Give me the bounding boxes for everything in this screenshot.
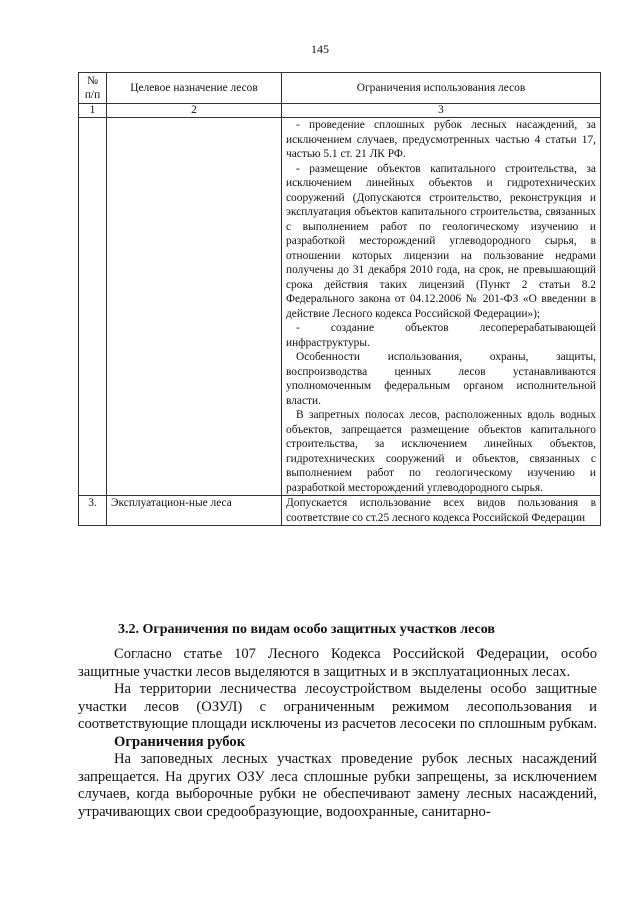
table-header-row: [79, 73, 601, 104]
restriction-paragraph: Допускается использование всех видов пользования в соответствие со ст.25 лесного кодекса Российской Федерации: [286, 497, 596, 524]
row-number-cell: 3.: [79, 496, 107, 526]
row-number-cell: [79, 118, 107, 496]
column-number: 2: [107, 104, 282, 118]
header-restrictions: Ограничения использования лесов: [282, 73, 601, 104]
row-purpose-cell: Эксплуатацион-ные леса: [107, 496, 282, 526]
restriction-paragraph: - проведение сплошных рубок лесных насаждений, за исключением случаев, предусмотренных частью 4 статьи 17, частью 5.1 ст. 21 ЛК РФ.: [286, 119, 596, 160]
section-heading: 3.2. Ограничения по видам особо защитных участков лесов: [118, 622, 495, 637]
table-column-numbers-row: [79, 104, 601, 118]
body-paragraph: Согласно статье 107 Лесного Кодекса Российской Федерации, особо защитные участки лесов выделяются в защитных и в эксплуатационных лесах.: [78, 646, 597, 680]
restriction-paragraph: - размещение объектов капитального строительства, за исключением линейных объектов и гидротехнических сооружений (Допускаются строительство, реконструкция и эксплуатация объектов капитального строительства, связанных с выполнением работ по геологическому изучению и разработкой месторождений углеводородного сырья, в отношении которых лицензии на пользование недрами получены до 31 декабря 2010 года, на срок, не превышающий срока действия таких лицензий (Пункт 2 статьи 8.2 Федерального закона от 04.12.2006 № 201-ФЗ «О введении в действие Лесного кодекса Российской Федерации»);: [286, 162, 596, 320]
body-paragraph: На заповедных лесных участках проведение рубок лесных насаждений запрещается. На других ОЗУ леса сплошные рубки запрещены, за исключением случаев, когда выборочные рубки не обеспечивают замену лесных насаждений, утрачивающих свои средообразующие, водоохранные, санитарно-: [78, 751, 597, 820]
row-purpose-cell: [107, 118, 282, 496]
forest-restrictions-table: [78, 72, 601, 526]
restriction-paragraph: - создание объектов лесоперерабатывающей инфраструктуры.: [286, 322, 596, 349]
sub-heading: Ограничения рубок: [114, 733, 246, 750]
header-purpose: Целевое назначение лесов: [107, 73, 282, 104]
table-row: [79, 496, 601, 526]
restriction-paragraph: В запретных полосах лесов, расположенных вдоль водных объектов, запрещается размещение объектов капитального строительства, за исключением линейных объектов, гидротехнических сооружений и объектов, связанных с выполнением работ по геологическому изучению и разработкой месторождений углеводородного сырья.: [286, 409, 596, 494]
column-number: 1: [79, 104, 107, 118]
section-body: [78, 646, 597, 821]
row-restriction-cell: [282, 118, 601, 496]
column-number: 3: [282, 104, 601, 118]
body-paragraph: На территории лесничества лесоустройством выделены особо защитные участки лесов (ОЗУЛ) с ограниченным режимом лесопользования и соответствующие площади исключены из расчетов лесосеки по сплошным рубкам.: [78, 681, 597, 732]
restriction-paragraph: Особенности использования, охраны, защиты, воспроизводства ценных лесов устанавливаются уполномоченным федеральным органом исполнительной власти.: [286, 351, 596, 407]
header-number: № п/п: [79, 73, 107, 104]
table-row: [79, 118, 601, 496]
row-restriction-cell: [282, 496, 601, 526]
page-number: 145: [311, 42, 329, 56]
